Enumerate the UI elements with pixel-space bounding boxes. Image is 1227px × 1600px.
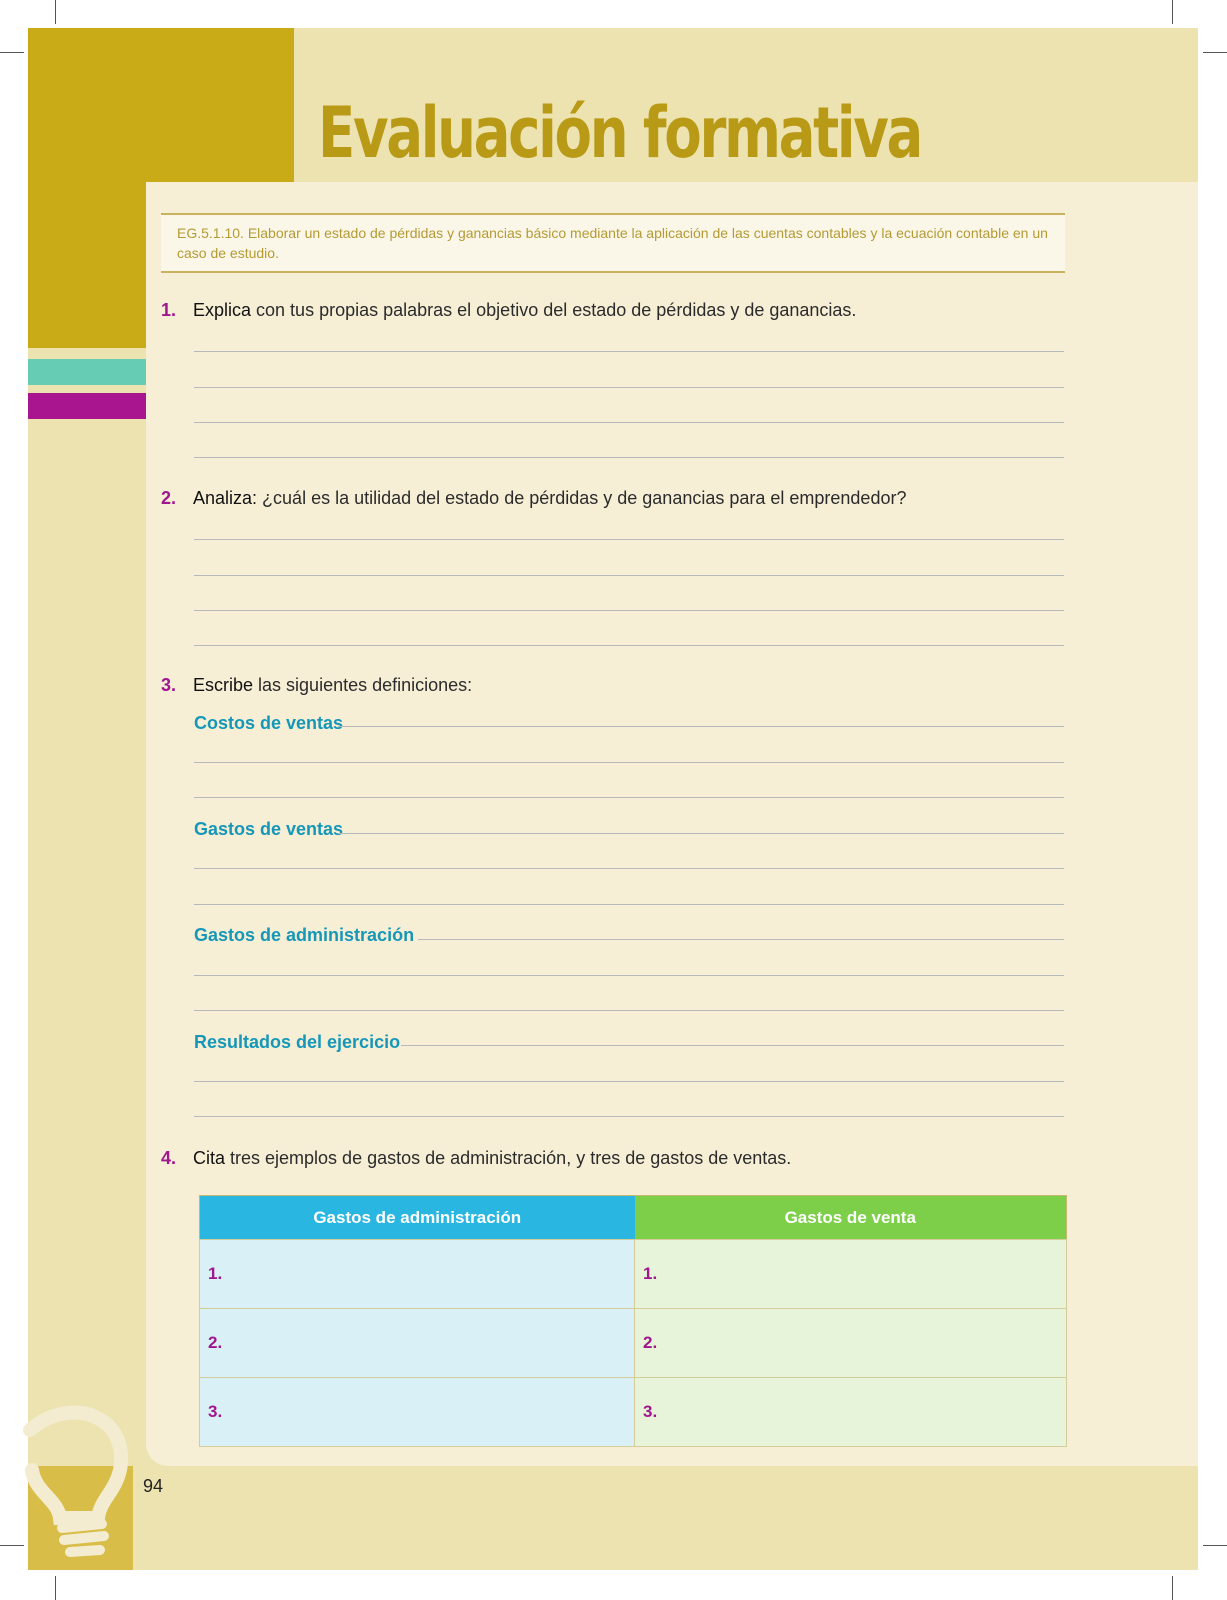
answer-line[interactable] bbox=[194, 1081, 1064, 1082]
objective-box bbox=[161, 213, 1065, 273]
crop-mark bbox=[55, 1576, 56, 1600]
answer-line[interactable] bbox=[194, 797, 1064, 798]
examples-table bbox=[199, 1195, 1067, 1447]
answer-line[interactable] bbox=[418, 939, 1064, 940]
table-row bbox=[200, 1309, 1067, 1378]
teal-accent-strip bbox=[28, 359, 146, 385]
crop-mark bbox=[0, 52, 24, 53]
answer-line[interactable] bbox=[194, 422, 1064, 423]
term-gastos-de-ventas: Gastos de ventas bbox=[194, 819, 344, 839]
question-text: las siguientes definiciones: bbox=[253, 675, 473, 695]
answer-line[interactable] bbox=[194, 868, 1064, 869]
question-1 bbox=[161, 298, 856, 322]
question-3 bbox=[161, 673, 472, 697]
question-verb: Escribe bbox=[193, 675, 254, 695]
column-header-administracion: Gastos de administración bbox=[200, 1196, 635, 1240]
term-gastos-de-administracion: Gastos de administración bbox=[194, 925, 415, 945]
page-number: 94 bbox=[143, 1476, 164, 1496]
answer-line[interactable] bbox=[401, 1045, 1064, 1046]
answer-line[interactable] bbox=[338, 833, 1064, 834]
crop-mark bbox=[1203, 52, 1227, 53]
answer-line[interactable] bbox=[194, 610, 1064, 611]
question-4 bbox=[161, 1146, 791, 1170]
answer-line[interactable] bbox=[194, 575, 1064, 576]
answer-line[interactable] bbox=[194, 539, 1064, 540]
table-header-row bbox=[200, 1196, 1067, 1240]
question-text: con tus propias palabras el objetivo del estado de pérdidas y de ganancias. bbox=[251, 300, 857, 320]
table-row bbox=[200, 1240, 1067, 1309]
answer-line[interactable] bbox=[194, 351, 1064, 352]
question-verb: Explica bbox=[193, 300, 252, 320]
crop-mark bbox=[1172, 1576, 1173, 1600]
question-verb: Cita bbox=[193, 1148, 226, 1168]
question-verb: Analiza: bbox=[193, 488, 258, 508]
table-cell[interactable]: 1. bbox=[635, 1240, 1067, 1309]
answer-line[interactable] bbox=[194, 457, 1064, 458]
table-cell[interactable]: 3. bbox=[635, 1378, 1067, 1447]
answer-line[interactable] bbox=[194, 1116, 1064, 1117]
table-cell[interactable]: 2. bbox=[635, 1309, 1067, 1378]
answer-line[interactable] bbox=[194, 387, 1064, 388]
answer-line[interactable] bbox=[194, 904, 1064, 905]
answer-line[interactable] bbox=[194, 645, 1064, 646]
objective-text: EG.5.1.10. Elaborar un estado de pérdidas y ganancias básico mediante la aplicación de las cuentas contables y la ecuación contable en un caso de estudio. bbox=[177, 225, 1048, 261]
crop-mark bbox=[55, 0, 56, 24]
term-resultados-del-ejercicio: Resultados del ejercicio bbox=[194, 1032, 401, 1052]
answer-line[interactable] bbox=[194, 1010, 1064, 1011]
answer-line[interactable] bbox=[194, 975, 1064, 976]
term-costos-de-ventas: Costos de ventas bbox=[194, 713, 344, 733]
question-number: 3. bbox=[161, 675, 177, 695]
crop-mark bbox=[1203, 1545, 1227, 1546]
question-number: 1. bbox=[161, 300, 177, 320]
answer-line[interactable] bbox=[338, 726, 1064, 727]
magenta-accent-strip bbox=[28, 393, 146, 419]
footer-band bbox=[133, 1466, 1198, 1570]
crop-mark bbox=[1172, 0, 1173, 24]
table-cell[interactable]: 2. bbox=[200, 1309, 635, 1378]
question-text: ¿cuál es la utilidad del estado de pérdidas y de ganancias para el emprendedor? bbox=[257, 488, 907, 508]
table-cell[interactable]: 3. bbox=[200, 1378, 635, 1447]
question-number: 2. bbox=[161, 488, 177, 508]
lightbulb-icon bbox=[20, 1400, 150, 1565]
page-title: Evaluación formativa bbox=[318, 92, 922, 174]
table-row bbox=[200, 1378, 1067, 1447]
column-header-venta: Gastos de venta bbox=[635, 1196, 1067, 1240]
table-cell[interactable]: 1. bbox=[200, 1240, 635, 1309]
question-text: tres ejemplos de gastos de administración, y tres de gastos de ventas. bbox=[225, 1148, 792, 1168]
question-2 bbox=[161, 486, 906, 510]
answer-line[interactable] bbox=[194, 762, 1064, 763]
question-number: 4. bbox=[161, 1148, 177, 1168]
